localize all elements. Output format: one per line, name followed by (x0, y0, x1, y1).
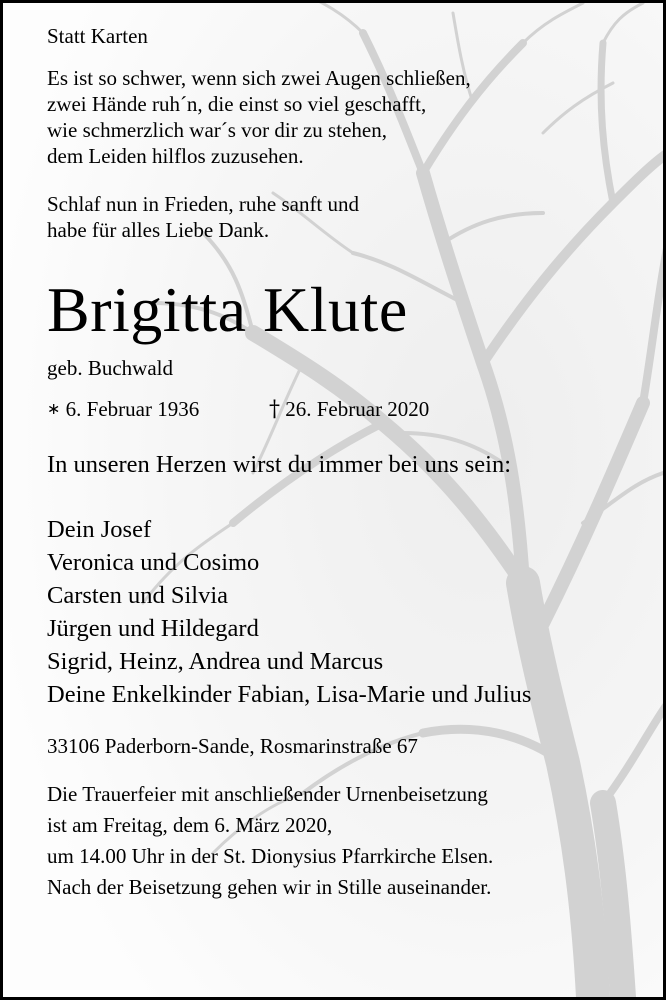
poem-line: wie schmerzlich war´s vor dir zu stehen, (47, 118, 387, 142)
poem-line: dem Leiden hilflos zuzusehen. (47, 144, 304, 168)
birth-star-icon: ∗ (47, 399, 61, 418)
obituary-content (47, 23, 647, 903)
birth-name: geb. Buchwald (47, 356, 173, 380)
mourner: Dein Josef (47, 516, 152, 543)
statt-karten-note: Statt Karten (47, 24, 148, 48)
mourner: Sigrid, Heinz, Andrea und Marcus (47, 648, 384, 675)
life-dates (47, 396, 647, 426)
birth-date-group (47, 396, 199, 422)
mourner: Deine Enkelkinder Fabian, Lisa-Marie und Julius (47, 681, 532, 708)
mourner: Veronica und Cosimo (47, 549, 260, 576)
poem-stanza-2 (47, 191, 647, 243)
mourner: Jürgen und Hildegard (47, 615, 259, 642)
poem-stanza-1 (47, 65, 647, 169)
birth-date: 6. Februar 1936 (65, 397, 200, 421)
address: 33106 Paderborn-Sande, Rosmarinstraße 67 (47, 734, 418, 758)
death-date-group (269, 396, 429, 423)
poem-line: Schlaf nun in Frieden, ruhe sanft und (47, 192, 360, 216)
death-date: 26. Februar 2020 (285, 397, 430, 421)
mourner: Carsten und Silvia (47, 582, 229, 609)
poem-line: zwei Hände ruh´n, die einst so viel geschafft, (47, 92, 427, 116)
service-line: Die Trauerfeier mit anschließender Urnenbeisetzung (47, 782, 488, 806)
service-line: ist am Freitag, dem 6. März 2020, (47, 813, 333, 837)
deceased-name: Brigitta Klute (47, 274, 408, 345)
service-line: um 14.00 Uhr in der St. Dionysius Pfarrkirche Elsen. (47, 844, 494, 868)
funeral-service-info (47, 779, 647, 903)
mourners-list (47, 513, 647, 711)
poem-line: habe für alles Liebe Dank. (47, 218, 270, 242)
service-line: Nach der Beisetzung gehen wir in Stille auseinander. (47, 875, 492, 899)
poem-line: Es ist so schwer, wenn sich zwei Augen schließen, (47, 66, 471, 90)
motto: In unseren Herzen wirst du immer bei uns sein: (47, 451, 512, 478)
death-cross-icon: † (269, 397, 280, 422)
